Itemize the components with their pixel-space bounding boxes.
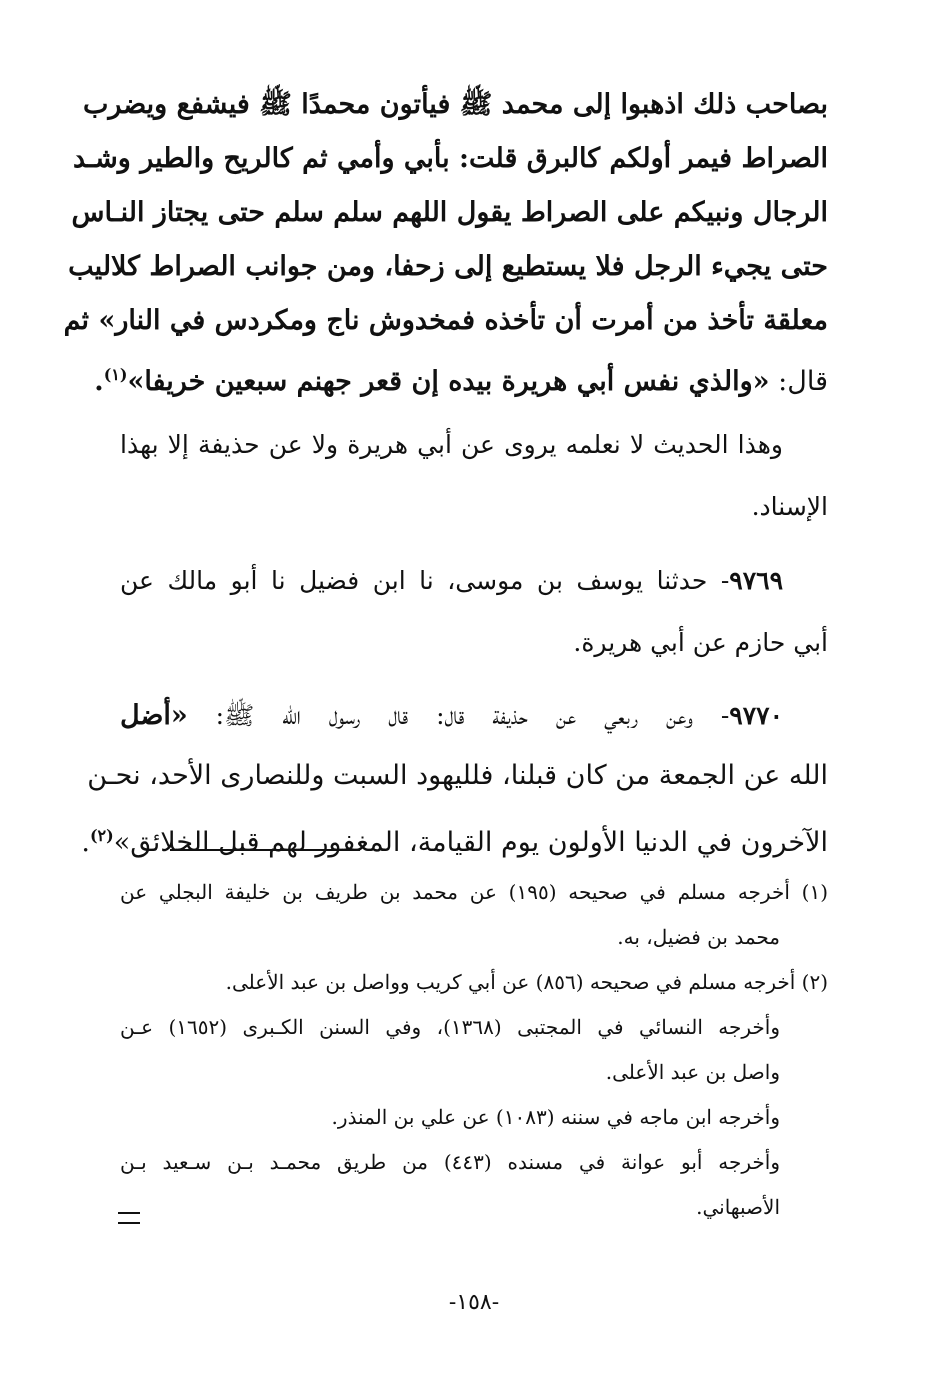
punctuation: . bbox=[81, 827, 90, 858]
text-line bbox=[81, 806, 828, 866]
quoted-hadith: الآخرون في الدنيا الأولون يوم القيامة، المغفور لهم قبل الخلائق» bbox=[113, 827, 828, 858]
hadith-number: ٩٧٦٩ bbox=[729, 566, 783, 595]
footnote-line: وأخرجه أبو عوانة في مسنده (٤٤٣) من طريق محمـد بـن سـعيد بـن bbox=[120, 1150, 781, 1174]
text-span: قال: bbox=[769, 366, 828, 397]
page-number: -١٥٨- bbox=[448, 1290, 500, 1315]
quoted-hadith: «أضل bbox=[120, 700, 188, 731]
text-line bbox=[120, 550, 828, 612]
text-line: أبي حازم عن أبي هريرة. bbox=[573, 628, 828, 657]
footnote-line: (١) أخرجه مسلم في صحيحه (١٩٥) عن محمد بن طريف بن خليفة البجلي عن bbox=[120, 880, 829, 904]
text-line: بصاحب ذلك اذهبوا إلى محمد ﷺ فيأتون محمدًا ﷺ فيشفع ويضرب bbox=[82, 89, 828, 120]
text-line bbox=[120, 686, 828, 746]
footnotes bbox=[120, 870, 828, 1230]
text-span: - وعن ربعي عن حذيفة قال: قال رسول الله ﷺ: bbox=[187, 701, 730, 730]
footnote-divider bbox=[170, 849, 360, 851]
hadith-9770 bbox=[81, 686, 828, 866]
hadith-number: ٩٧٧٠ bbox=[729, 701, 783, 730]
footnote-line: واصل بن عبد الأعلى. bbox=[605, 1060, 780, 1084]
text-line: حتى يجيء الرجل فلا يستطيع إلى زحفا، ومن جوانب الصراط كلاليب bbox=[68, 251, 828, 282]
quoted-hadith: «والذي نفس أبي هريرة بيده إن قعر جهنم سبعين خريفا» bbox=[127, 366, 770, 397]
footnote-ref: (١) bbox=[103, 365, 128, 384]
text-line: الصراط فيمر أولكم كالبرق قلت: بأبي وأمي ثم كالريح والطير وشـد bbox=[73, 143, 828, 174]
text-line: الله عن الجمعة من كان قبلنا، فلليهود السبت وللنصارى الأحد، نحـن bbox=[87, 760, 828, 791]
footnote-line: وأخرجه النسائي في المجتبى (١٣٦٨)، وفي السنن الكـبرى (١٦٥٢) عـن bbox=[120, 1015, 780, 1039]
footnote-line: محمد بن فضيل، به. bbox=[617, 925, 780, 949]
hadith-9769 bbox=[120, 550, 828, 674]
text-line bbox=[94, 348, 828, 402]
comment-paragraph bbox=[120, 414, 828, 538]
footnote-ref: (٢) bbox=[89, 826, 114, 845]
text-line: الإسناد. bbox=[751, 492, 828, 521]
text-line: الرجال ونبيكم على الصراط يقول اللهم سلم سلم حتى يجتاز النـاس bbox=[71, 197, 828, 228]
end-mark-icon bbox=[118, 1212, 140, 1224]
footnote-line: الأصبهاني. bbox=[696, 1195, 780, 1219]
footnote-line: (٢) أخرجه مسلم في صحيحه (٨٥٦) عن أبي كريب وواصل بن عبد الأعلى. bbox=[225, 970, 828, 994]
footnote-line: وأخرجه ابن ماجه في سننه (١٠٨٣) عن علي بن المنذر. bbox=[331, 1105, 780, 1129]
text-line: وهذا الحديث لا نعلمه يروى عن أبي هريرة ولا عن حذيفة إلا بهذا bbox=[120, 430, 783, 459]
text-line: معلقة تأخذ من أمرت أن تأخذه فمخدوش ناج ومكردس في النار» ثم bbox=[63, 305, 828, 336]
punctuation: . bbox=[94, 366, 104, 397]
text-span: - حدثنا يوسف بن موسى، نا ابن فضيل نا أبو مالك عن bbox=[120, 566, 730, 595]
hadith-continuation bbox=[63, 78, 828, 402]
page-body bbox=[63, 78, 828, 866]
